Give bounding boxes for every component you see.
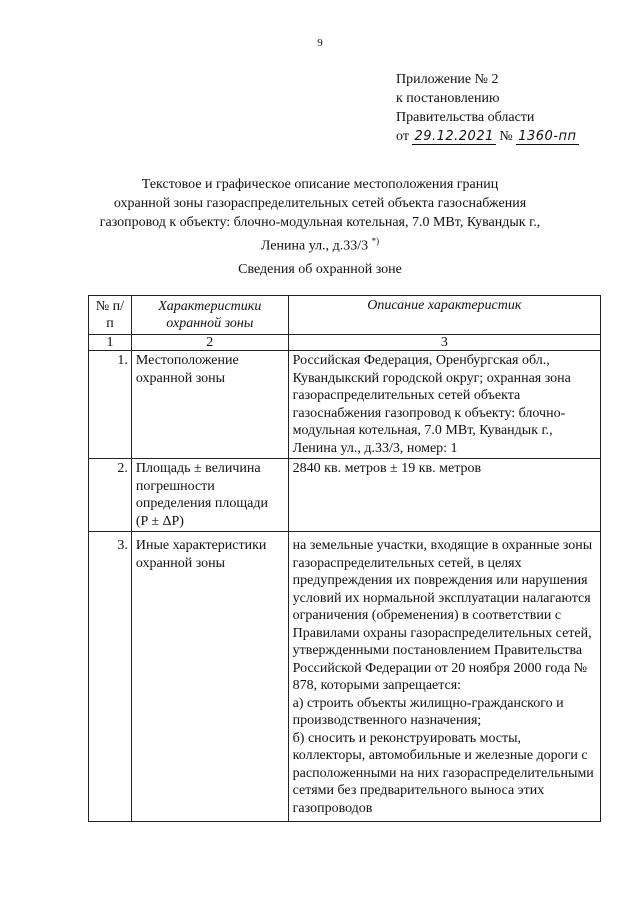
row-characteristic: Местоположение охранной зоны [131,351,288,459]
restriction-item-b: б) сносить и реконструировать мосты, коллекторы, автомобильные и железные дороги с расположенными на них газораспределительными сетями без предварительного выноса этих газопроводов [292,730,594,816]
header-characteristics: Характеристики охранной зоны [131,296,288,335]
table-row [89,351,601,459]
appendix-block [396,70,579,146]
document-title [60,175,580,256]
appendix-line-1: Приложение № 2 [396,72,499,87]
title-line-2: охранной зоны газораспределительных сетей объекта газоснабжения [113,196,527,211]
table-header-row [89,296,601,335]
restriction-item-a: а) строить объекты жилищно-гражданского и производственного назначения; [292,695,564,728]
header-number: № п/п [89,296,132,335]
protection-zone-table [88,295,601,822]
table-row [89,532,601,822]
row-description: 2840 кв. метров ± 19 кв. метров [288,459,600,532]
handwritten-number: 1360-пп [518,129,577,144]
row-description: Российская Федерация, Оренбургская обл., Кувандыкский городской округ; охранная зона газораспределительных сетей объекта газоснабжения газопровод к объекту: блочно-модульная котельная, 7.0 МВт, Кувандык г., Ленина ул., д.33/3, номер: 1 [288,351,600,459]
row-number: 1. [89,351,132,459]
row-characteristic: Иные характеристики охранной зоны [131,532,288,822]
footnote-mark: *) [371,236,380,246]
handwritten-date: 29.12.2021 [414,129,494,144]
header-description: Описание характеристик [288,296,600,335]
row-characteristic: Площадь ± величина погрешности определения площади (P ± ΔP) [131,459,288,532]
row-number: 2. [89,459,132,532]
title-line-3: газопровод к объекту: блочно-модульная котельная, 7.0 МВт, Кувандык г., [99,215,541,230]
table-row [89,459,601,532]
appendix-line-2: к постановлению [396,91,500,106]
title-line-4-text: Ленина ул., д.33/3 [260,238,369,254]
section-title: Сведения об охранной зоне [238,262,402,277]
table-index-row [89,335,601,351]
index-cell-1: 1 [89,335,132,351]
row-description: на земельные участки, входящие в охранные зоны газораспределительных сетей, в целях предупреждения их повреждения или нарушения условий их нормальной эксплуатации налагаются ограничения (обременения) в соответствии с Правилами охраны газораспределительных сетей, утвержденными постановлением Правительства Российской Федерации от 20 ноября 2000 года № 878, которыми запрещается: [292,538,593,693]
number-prefix: № [499,129,513,144]
date-prefix: от [396,129,409,144]
row-description-cell [288,532,600,822]
row-number: 3. [89,532,132,822]
title-line-4 [60,232,580,256]
page-number: 9 [317,37,323,49]
appendix-line-3: Правительства области [396,110,535,125]
appendix-date-line [396,127,579,146]
index-cell-2: 2 [131,335,288,351]
title-line-1: Текстовое и графическое описание местоположения границ [141,177,499,192]
index-cell-3: 3 [288,335,600,351]
